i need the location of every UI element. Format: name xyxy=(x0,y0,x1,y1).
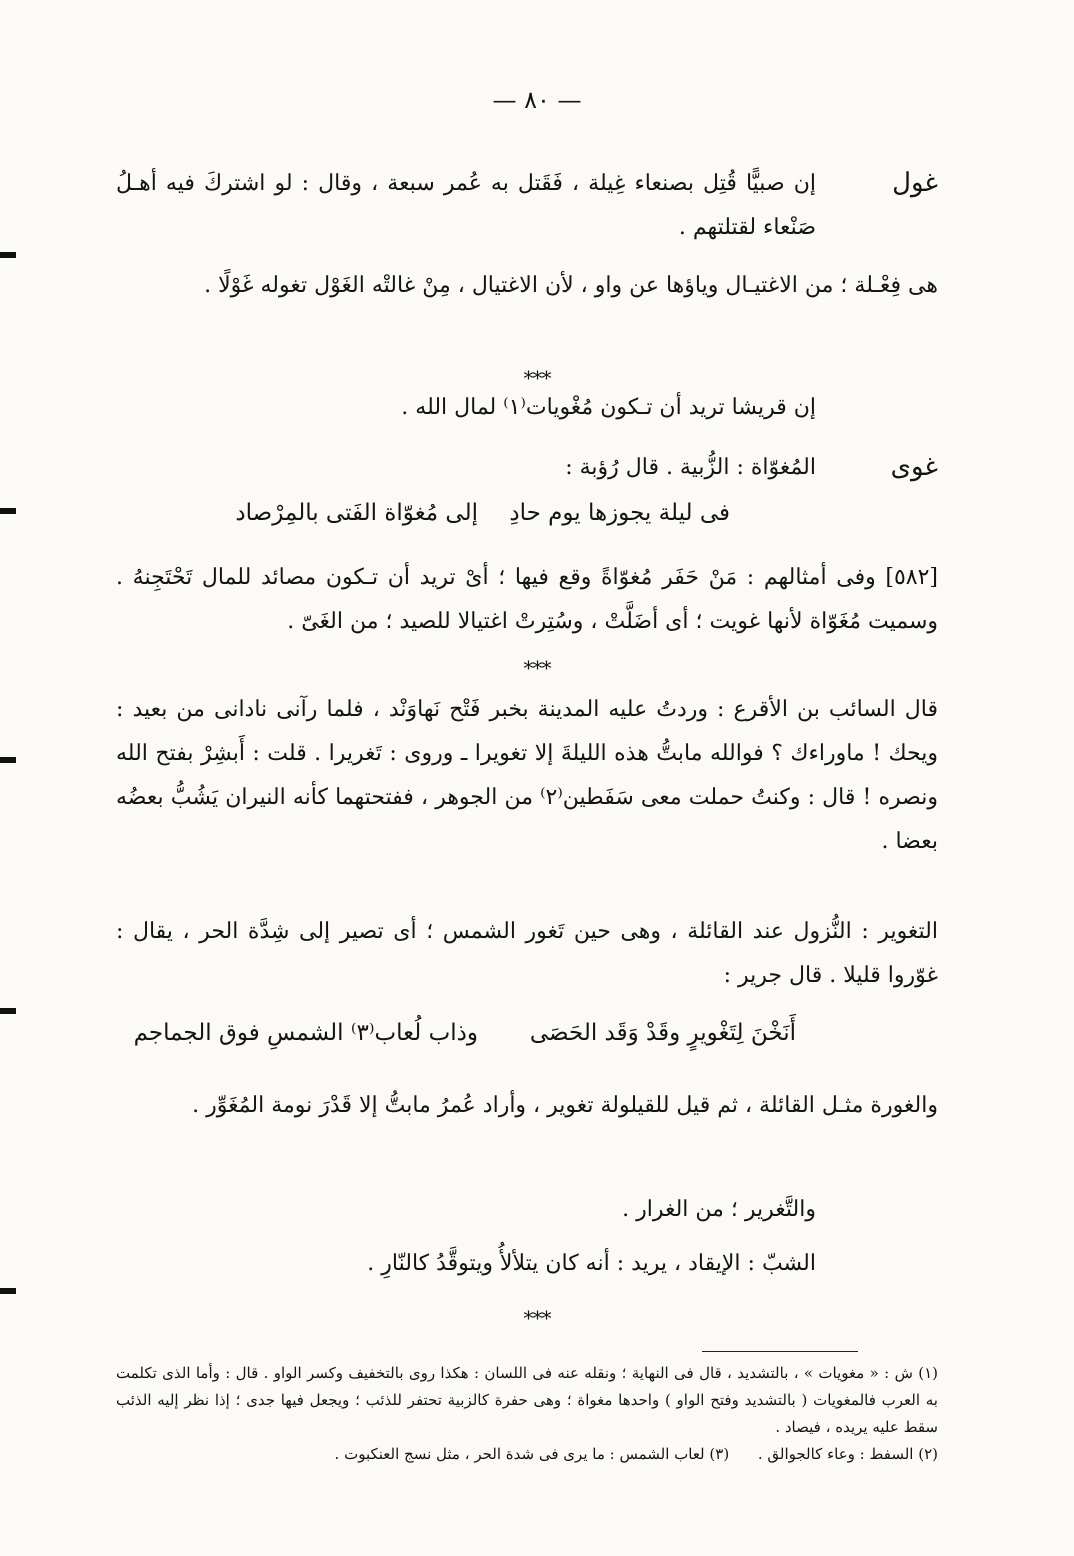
paragraph: المُغوّاة : الزُّبية . قال رُؤبة : xyxy=(565,455,816,480)
binding-mark xyxy=(0,1288,16,1294)
verse-first-hemistich: فى ليلة يجوزها يوم حادِ xyxy=(509,500,730,526)
footnote-2: (٢) السفط : وعاء كالجوالق . xyxy=(757,1445,938,1463)
page-number: — ٨٠ — xyxy=(492,86,582,114)
paragraph: إن صبيًّا قُتِل بصنعاء غِيلة ، فَقَتل به عُمر سبعة ، وقال : لو اشتركَ فيه أهـلُ صَنْعاء لقتلتهم . xyxy=(116,171,816,240)
paragraph: التغوير : النُّزول عند القائلة ، وهى حين تَغور الشمس ؛ أى تصير إلى شِدَّة الحر ، يقال : غوّروا قليلا . قال جرير : xyxy=(116,919,938,988)
footnote-rule xyxy=(702,1351,858,1352)
separator: *** xyxy=(523,656,551,680)
paragraph: الشبّ : الإيقاد ، يريد : أنه كان يتلألأُ ويتوقَّدُ كالنّارِ . xyxy=(367,1251,816,1276)
footnote-1: (١) ش : « مغويات » ، بالتشديد ، قال فى النهاية ؛ ونقله عنه فى اللسان : هكذا روى بالتخفيف وكسر الواو . قال : وأما الذى تكلمت به العرب فالمغويات ( بالتشديد وفتح الواو ) واحدها مغواة ؛ وهى حفرة كالزبية تحتفر للذئب ؛ ويجعل فيها جدى ؛ إذا نظر إليه الذئب سقط عليه يريده ، فيصاد . xyxy=(116,1364,938,1436)
binding-mark xyxy=(0,1008,16,1014)
paragraph: قال السائب بن الأقرع : وردتُ عليه المدينة بخبر فَتْح نَهاوَنْد ، فلما رآنى نادانى من بعيد : ويحك ! ماوراءك ؟ فوالله مابتُّ هذه الليلةَ إلا تغويرا ـ وروى : تَغريرا . قلت : أَبشِرْ بفتح الله ونصره ! قال : وكنتُ حملت معى سَفَطين⁽٢⁾ من الجوهر ، ففتحتهما كأنه النيران يَشُبُّ بعضُه بعضا . xyxy=(116,697,938,854)
binding-mark xyxy=(0,508,16,514)
separator: *** xyxy=(523,1306,551,1330)
binding-mark xyxy=(0,757,16,763)
paragraph: والتَّغرير ؛ من الغرار . xyxy=(622,1197,816,1222)
binding-mark xyxy=(0,252,16,258)
footnote-3: (٣) لعاب الشمس : ما يرى فى شدة الحر ، مثل نسج العنكبوت . xyxy=(334,1445,730,1463)
paragraph: هى فِعْـلة ؛ من الاغتيـال وياؤها عن واو ، لأن الاغتيال ، مِنْ غالتْه الغَوْل تغوله غَوْلًا . xyxy=(204,273,938,298)
footnotes xyxy=(116,1360,938,1468)
paragraph: [٥٨٢] وفى أمثالهم : مَنْ حَفَر مُغوّاةً وقع فيها ؛ أىْ تريد أن تـكون مصائد للمال تَحْتَجِنهُ . وسميت مُغَوّاة لأنها غويت ؛ أى أضَلَّتْ ، وسُتِرتْ اغتيالا للصيد ؛ من الغَىّ . xyxy=(116,565,938,634)
verse-first-hemistich: أَنَخْنَ لِتَغْويرٍ وقَدْ وَقَد الحَصَى xyxy=(529,1020,796,1046)
hadith-text: إن قريشا تريد أن تـكون مُغْويات⁽١⁾ لمال الله . xyxy=(401,395,816,420)
paragraph: والغورة مثـل القائلة ، ثم قيل للقيلولة تغوير ، وأراد عُمرُ مابتُّ إلا قَدْرَ نومة المُغَوِّر . xyxy=(192,1093,938,1118)
headword-ghul: غول xyxy=(892,168,938,198)
separator: *** xyxy=(523,366,551,390)
verse-second-hemistich: إلى مُغوّاة الفَتى بالمِرْصاد xyxy=(235,500,478,526)
verse-second-hemistich: وذاب لُعاب⁽٣⁾ الشمسِ فوق الجماجم xyxy=(133,1020,478,1046)
headword-ghawa: غوى xyxy=(890,452,938,482)
